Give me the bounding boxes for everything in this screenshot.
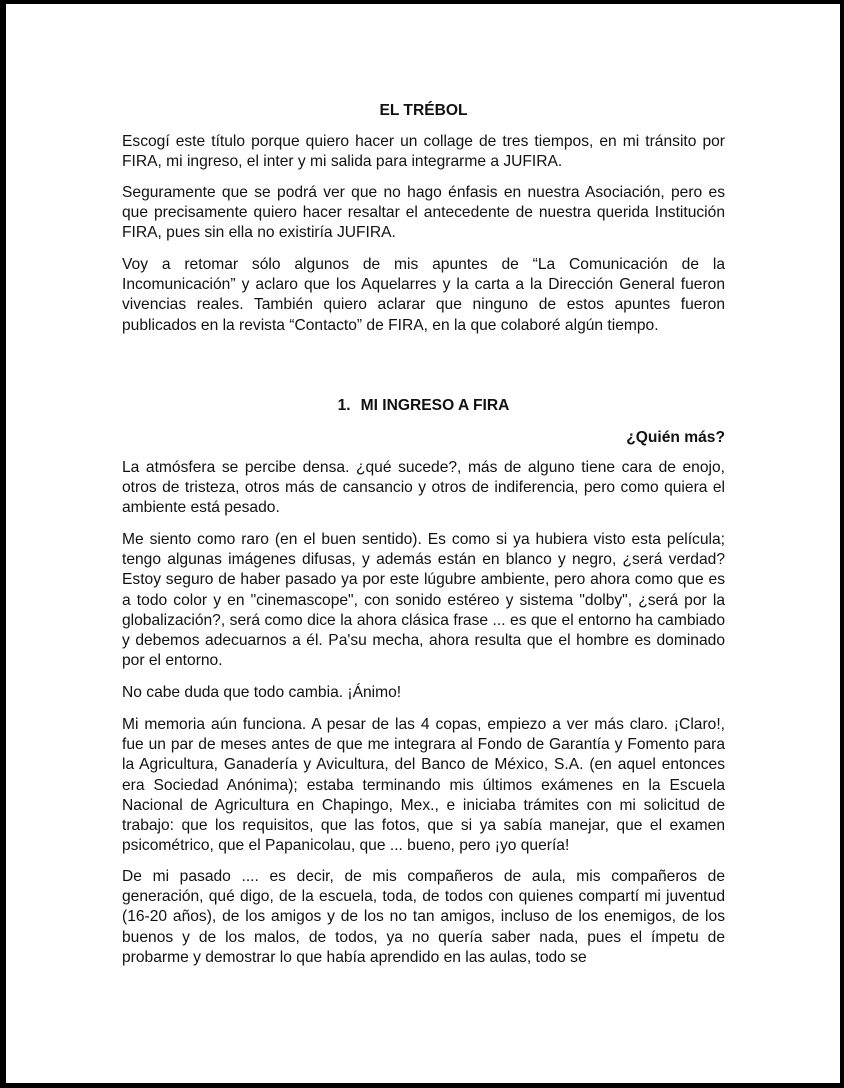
section-number: 1. (337, 397, 351, 414)
intro-paragraph: Voy a retomar sólo algunos de mis apuntes de “La Comunicación de la Incomunicación” y aclaro que los Aquelarres y la carta a la Dirección General fueron vivencias reales. También quiero aclarar que ninguno de estos apuntes fueron publicados en la revista “Contacto” de FIRA, en la que colaboré algún tiempo. (122, 256, 725, 334)
intro-paragraph: Seguramente que se podrá ver que no hago énfasis en nuestra Asociación, pero es que precisamente quiero hacer resaltar el antecedente de nuestra querida Institución FIRA, pues sin ella no existiría JUFIRA. (122, 184, 725, 242)
section-heading (122, 396, 725, 416)
section-title: MI INGRESO A FIRA (360, 397, 510, 414)
document-title: EL TRÉBOL (379, 102, 468, 119)
body-paragraph: De mi pasado .... es decir, de mis compañeros de aula, mis compañeros de generación, qué digo, de la escuela, toda, de todos con quienes compartí mi juventud (16-20 años), de los amigos y de los no tan amigos, incluso de los enemigos, de los buenos y de los malos, de todos, ya no quería saber nada, pues el ímpetu de probarme y demostrar lo que había aprendido en las aulas, todo se (122, 868, 725, 966)
body-paragraph: La atmósfera se percibe densa. ¿qué sucede?, más de alguno tiene cara de enojo, otros de tristeza, otros más de cansancio y otros de indiferencia, pero como quiera el ambiente está pesado. (122, 459, 725, 517)
document-page (6, 4, 840, 1083)
body-paragraph: Me siento como raro (en el buen sentido). Es como si ya hubiera visto esta película; tengo algunas imágenes difusas, y además están en blanco y negro, ¿será verdad? Estoy seguro de haber pasado ya por este lúgubre ambiente, pero ahora como que es a todo color y en "cinemascope", con sonido estéreo y sistema "dolby", ¿será por la globalización?, será como dice la ahora clásica frase ... es que el entorno ha cambiado y debemos adecuarnos a él. Pa'su mecha, ahora resulta que el hombre es dominado por el entorno. (122, 531, 725, 670)
section-subtitle: ¿Quién más? (626, 429, 725, 446)
body-paragraph: No cabe duda que todo cambia. ¡Ánimo! (122, 684, 402, 701)
intro-paragraph: Escogí este título porque quiero hacer un collage de tres tiempos, en mi tránsito por FIRA, mi ingreso, el inter y mi salida para integrarme a JUFIRA. (122, 133, 725, 171)
body-paragraph: Mi memoria aún funciona. A pesar de las 4 copas, empiezo a ver más claro. ¡Claro!, fue un par de meses antes de que me integrara al Fondo de Garantía y Fomento para la Agricultura, Ganadería y Avicultura, del Banco de México, S.A. (en aquel entonces era Sociedad Anónima); estaba terminando mis últimos exámenes en la Escuela Nacional de Agricultura en Chapingo, Mex., e iniciaba trámites con mi solicitud de trabajo: que los requisitos, que las fotos, que si ya sabía manejar, que el examen psicométrico, que el Papanicolau, que ... bueno, pero ¡yo quería! (122, 716, 725, 855)
